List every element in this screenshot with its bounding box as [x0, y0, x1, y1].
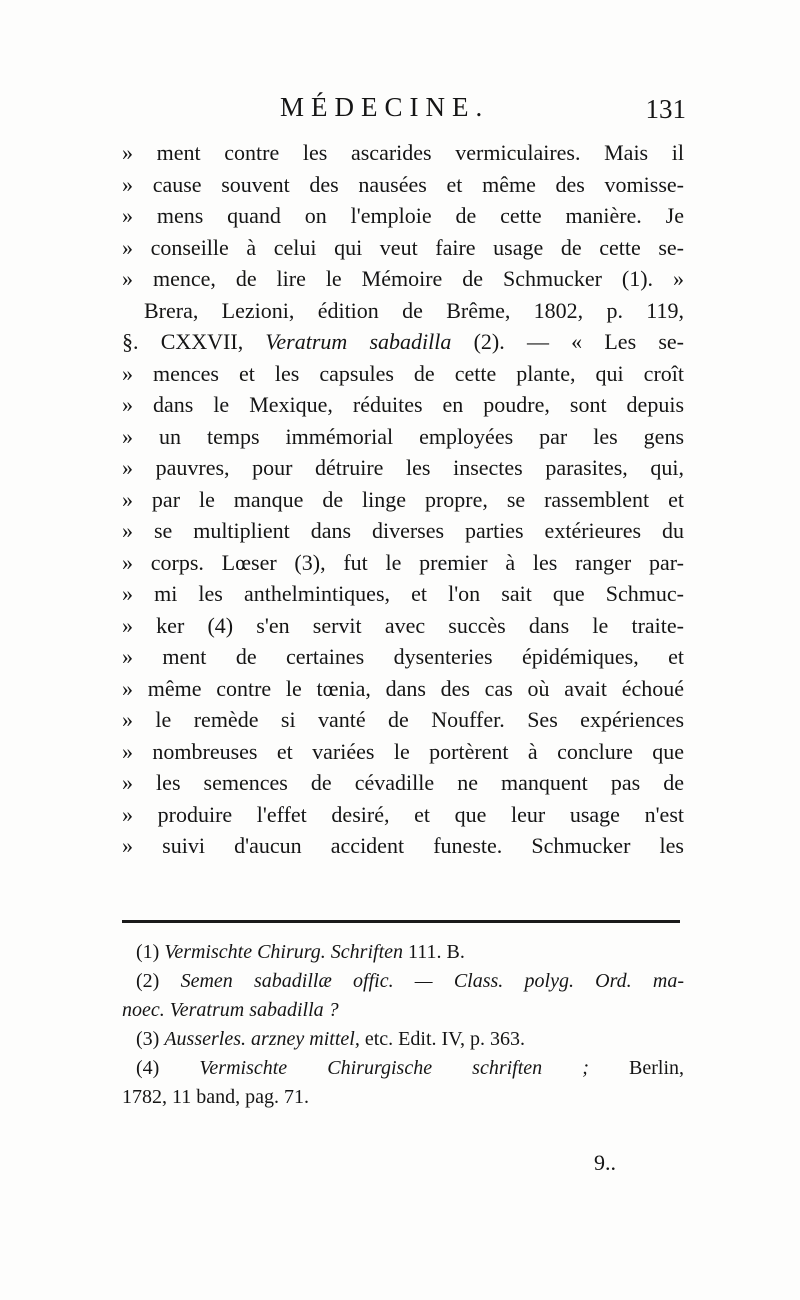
- running-head: [120, 92, 686, 132]
- footnote: [122, 938, 684, 967]
- footnote-text: etc. Edit. IV, p. 363.: [359, 1028, 526, 1050]
- running-title: MÉDECINE.: [280, 92, 490, 122]
- body-text: [122, 137, 684, 862]
- text-line: » même contre le tœnia, dans des cas où avait échoué: [122, 675, 684, 701]
- footnote: [122, 1054, 684, 1083]
- text-line: » dans le Mexique, réduites en poudre, sont depuis: [122, 392, 684, 417]
- text-line: » les semences de cévadille ne manquent pas de: [122, 770, 684, 795]
- page-number: 131: [645, 94, 686, 124]
- text-line: » mens quand on l'emploie de cette manière. Je: [122, 203, 684, 228]
- text-line: » mence, de lire le Mémoire de Schmucker (1). »: [122, 266, 684, 291]
- italic-run: Veratrum sabadilla: [265, 329, 452, 354]
- footnote-text: (1): [136, 941, 165, 963]
- text-line: » ker (4) s'en servit avec succès dans le traite-: [122, 612, 684, 638]
- footnote-text: (4): [136, 1057, 200, 1079]
- text-line: Brera, Lezioni, édition de Brême, 1802, p. 119,: [144, 297, 684, 323]
- text-line: » conseille à celui qui veut faire usage de cette se-: [122, 234, 684, 260]
- text-line: » mences et les capsules de cette plante, qui croît: [122, 360, 684, 386]
- footnote: [122, 996, 684, 1025]
- signature-mark: 9..: [594, 1150, 616, 1175]
- footnote: [122, 967, 684, 996]
- footnote-italic: Vermischte Chirurgische schriften ;: [199, 1057, 589, 1079]
- footnote-italic: Vermischte Chirurg. Schriften: [164, 941, 404, 963]
- footnote-italic: Semen sabadillæ offic. — Class. polyg. Ord. ma-: [180, 970, 684, 992]
- footnote: [122, 1083, 684, 1112]
- footnote-text: (2): [136, 970, 181, 992]
- text-line: » produire l'effet desiré, et que leur usage n'est: [122, 801, 684, 827]
- footnote-italic: noec. Veratrum sabadilla ?: [122, 999, 339, 1021]
- text-line: » cause souvent des nausées et même des vomisse-: [122, 171, 684, 197]
- text-line: » le remède si vanté de Nouffer. Ses expériences: [122, 707, 684, 732]
- text-line: » suivi d'aucun accident funeste. Schmucker les: [122, 833, 684, 858]
- text-run: §. CXXVII,: [122, 329, 266, 354]
- footnotes: [122, 938, 684, 1112]
- footnote-text: Berlin,: [588, 1057, 684, 1079]
- text-line: » mi les anthelmintiques, et l'on sait que Schmuc-: [122, 581, 684, 606]
- text-line: » par le manque de linge propre, se rassemblent et: [122, 486, 684, 512]
- footnote-rule: [122, 920, 680, 923]
- footnote: [122, 1025, 684, 1054]
- text-run: (2). — « Les se-: [451, 329, 684, 354]
- text-line: [122, 326, 684, 358]
- text-line: » ment contre les ascarides vermiculaires. Mais il: [122, 140, 684, 165]
- text-line: » corps. Lœser (3), fut le premier à les ranger par-: [122, 549, 684, 575]
- footnote-italic: Ausserles. arzney mittel,: [164, 1028, 360, 1050]
- footnote-text: (3): [136, 1028, 165, 1050]
- text-line: » ment de certaines dysenteries épidémiques, et: [122, 644, 684, 669]
- text-line: » un temps immémorial employées par les gens: [122, 423, 684, 449]
- text-line: » nombreuses et variées le portèrent à conclure que: [122, 738, 684, 764]
- text-line: » pauvres, pour détruire les insectes parasites, qui,: [122, 455, 684, 480]
- text-line: » se multiplient dans diverses parties extérieures du: [122, 518, 684, 543]
- footnote-text: 1782, 11 band, pag. 71.: [122, 1086, 310, 1108]
- footnote-text: 111. B.: [403, 941, 465, 963]
